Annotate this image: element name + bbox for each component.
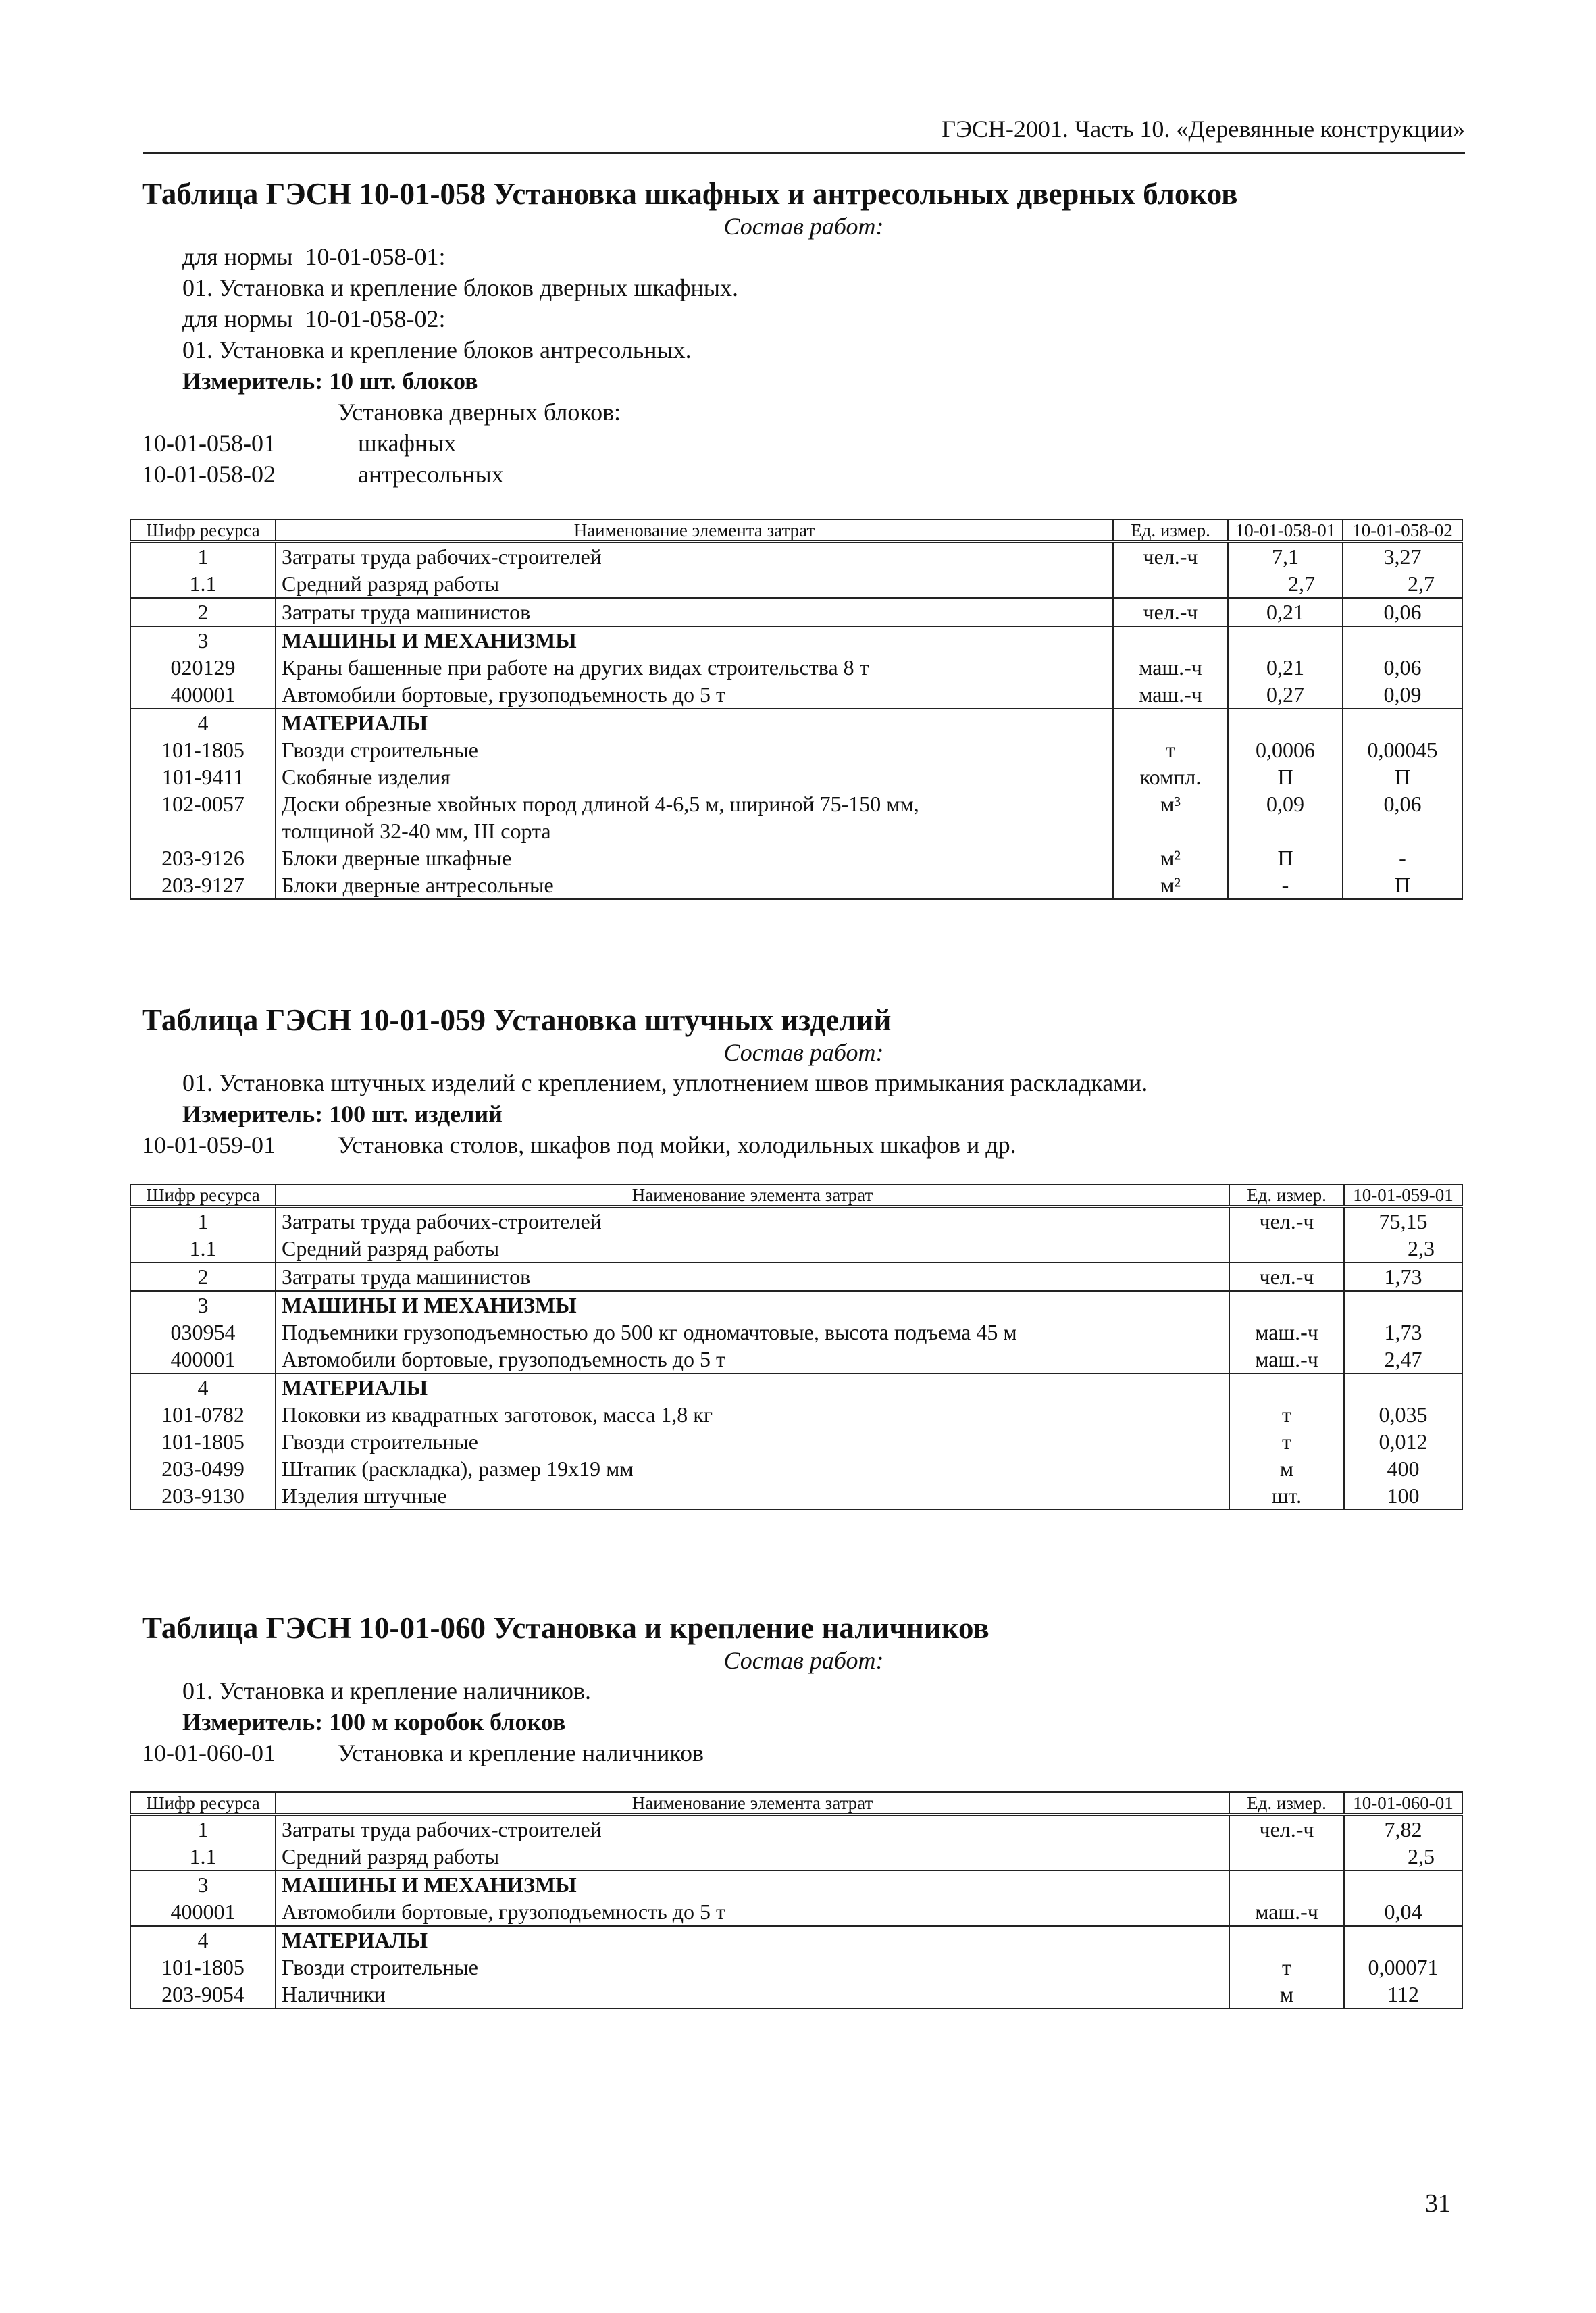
table-row — [130, 1319, 1462, 1346]
cell-unit: маш.-ч — [1229, 1898, 1344, 1926]
table-row — [130, 1871, 1462, 1898]
measure-unit: Измеритель: 100 шт. изделий — [182, 1100, 503, 1127]
norm-code: 10-01-058-02 — [142, 460, 276, 488]
cell-unit: чел.-ч — [1229, 1263, 1344, 1291]
col-header-code: Шифр ресурса — [130, 1792, 276, 1814]
cell-name: Поковки из квадратных заготовок, масса 1,8 кг — [276, 1401, 1229, 1428]
cell-value: П — [1343, 763, 1462, 790]
table-row — [130, 1263, 1462, 1291]
page-number: 31 — [1425, 2189, 1451, 2218]
col-header-norm: 10-01-058-01 — [1228, 519, 1343, 542]
table-row — [130, 1235, 1462, 1263]
cell-code: 101-9411 — [130, 763, 276, 790]
cell-unit: т — [1229, 1401, 1344, 1428]
cell-value — [1344, 1291, 1462, 1319]
table-row — [130, 626, 1462, 654]
cell-name: Затраты труда рабочих-строителей — [276, 542, 1113, 570]
table-row — [130, 790, 1462, 817]
cell-code: 101-1805 — [130, 736, 276, 763]
cell-code: 1 — [130, 1206, 276, 1235]
cell-name: Гвозди строительные — [276, 1954, 1229, 1981]
table-row — [130, 1843, 1462, 1871]
cell-value: П — [1343, 871, 1462, 899]
cell-name: Скобяные изделия — [276, 763, 1113, 790]
cell-name: Штапик (раскладка), размер 19х19 мм — [276, 1455, 1229, 1482]
col-header-unit: Ед. измер. — [1113, 519, 1228, 542]
cell-unit — [1229, 1926, 1344, 1954]
cell-name: Средний разряд работы — [276, 1843, 1229, 1871]
cell-value: 100 — [1344, 1482, 1462, 1510]
norm-row — [142, 1737, 1466, 1769]
cell-code: 3 — [130, 1291, 276, 1319]
cell-unit — [1113, 570, 1228, 598]
table-row — [130, 1373, 1462, 1401]
norm-row — [142, 1129, 1466, 1161]
cell-value: 2,5 — [1344, 1843, 1462, 1871]
cell-code: 020129 — [130, 654, 276, 681]
cell-value — [1343, 709, 1462, 736]
table-row — [130, 736, 1462, 763]
cell-unit — [1229, 1843, 1344, 1871]
cell-code: 2 — [130, 598, 276, 626]
cell-value: 0,09 — [1343, 681, 1462, 709]
section-10-01-060 — [142, 1611, 1466, 1769]
cell-name: Затраты труда машинистов — [276, 1263, 1229, 1291]
table-row — [130, 1482, 1462, 1510]
table-row — [130, 1401, 1462, 1428]
cell-unit: компл. — [1113, 763, 1228, 790]
section-title: Таблица ГЭСН 10-01-058 Установка шкафных и антресольных дверных блоков — [142, 177, 1238, 211]
col-header-unit: Ед. измер. — [1229, 1792, 1344, 1814]
cell-code: 400001 — [130, 1346, 276, 1373]
cell-name: Автомобили бортовые, грузоподъемность до 5 т — [276, 681, 1113, 709]
cell-value: 0,21 — [1228, 654, 1343, 681]
cell-name: Затраты труда машинистов — [276, 598, 1113, 626]
cell-code: 101-1805 — [130, 1428, 276, 1455]
table-row — [130, 1981, 1462, 2008]
cell-value: 3,27 — [1343, 542, 1462, 570]
composition-line: 01. Установка штучных изделий с креплением, уплотнением швов примыкания раскладками. — [182, 1069, 1148, 1096]
cell-value: 1,73 — [1344, 1319, 1462, 1346]
cell-code: 102-0057 — [130, 790, 276, 817]
cell-name: Средний разряд работы — [276, 570, 1113, 598]
cell-value — [1344, 1926, 1462, 1954]
cell-name: Подъемники грузоподъемностью до 500 кг одномачтовые, высота подъема 45 м — [276, 1319, 1229, 1346]
cell-code: 203-9054 — [130, 1981, 276, 2008]
cell-value: 2,7 — [1228, 570, 1343, 598]
cell-name: МАТЕРИАЛЫ — [276, 1373, 1229, 1401]
table-row — [130, 654, 1462, 681]
cell-value — [1228, 709, 1343, 736]
composition-line: 01. Установка и крепление наличников. — [182, 1677, 592, 1704]
col-header-name: Наименование элемента затрат — [276, 1792, 1229, 1814]
cell-code: 203-9127 — [130, 871, 276, 899]
cell-name: Автомобили бортовые, грузоподъемность до 5 т — [276, 1346, 1229, 1373]
cell-unit — [1229, 1291, 1344, 1319]
cell-empty — [1113, 817, 1228, 844]
cell-code: 3 — [130, 1871, 276, 1898]
table-row — [130, 1291, 1462, 1319]
cell-unit: т — [1113, 736, 1228, 763]
cell-name: Гвозди строительные — [276, 736, 1113, 763]
norm-row — [142, 428, 1466, 459]
cell-value: П — [1228, 844, 1343, 871]
table-row — [130, 1926, 1462, 1954]
work-composition-label: Состав работ: — [723, 1038, 884, 1066]
cell-name: Затраты труда рабочих-строителей — [276, 1206, 1229, 1235]
cell-empty — [1228, 817, 1343, 844]
col-header-norm: 10-01-058-02 — [1343, 519, 1462, 542]
cell-unit: т — [1229, 1428, 1344, 1455]
table-row — [130, 542, 1462, 570]
section-title: Таблица ГЭСН 10-01-060 Установка и крепление наличников — [142, 1611, 989, 1645]
cell-value: П — [1228, 763, 1343, 790]
cell-unit — [1229, 1235, 1344, 1263]
cell-code: 203-0499 — [130, 1455, 276, 1482]
table-row — [130, 598, 1462, 626]
norm-code: 10-01-059-01 — [142, 1131, 276, 1159]
cell-code: 400001 — [130, 681, 276, 709]
work-composition-label: Состав работ: — [723, 1646, 884, 1674]
cell-value: 400 — [1344, 1455, 1462, 1482]
norm-row — [142, 459, 1466, 490]
table-row-continuation — [130, 817, 1462, 844]
cell-name: МАТЕРИАЛЫ — [276, 709, 1113, 736]
cell-unit: чел.-ч — [1229, 1206, 1344, 1235]
cell-value: 0,06 — [1343, 790, 1462, 817]
cell-unit: маш.-ч — [1113, 654, 1228, 681]
section-10-01-058 — [142, 177, 1466, 490]
cell-value: 2,47 — [1344, 1346, 1462, 1373]
cell-code: 1.1 — [130, 570, 276, 598]
cell-unit: маш.-ч — [1113, 681, 1228, 709]
cell-code: 1 — [130, 542, 276, 570]
table-row — [130, 1455, 1462, 1482]
cell-value: 7,82 — [1344, 1814, 1462, 1843]
cell-name: Блоки дверные антресольные — [276, 871, 1113, 899]
cell-value: 2,7 — [1343, 570, 1462, 598]
cell-name: Затраты труда рабочих-строителей — [276, 1814, 1229, 1843]
cell-unit: м² — [1113, 871, 1228, 899]
table-row — [130, 844, 1462, 871]
table-row — [130, 570, 1462, 598]
cell-unit: чел.-ч — [1113, 542, 1228, 570]
resource-table-060 — [130, 1791, 1463, 2009]
cell-name: Изделия штучные — [276, 1482, 1229, 1510]
header-rule — [143, 152, 1465, 154]
cell-code: 101-1805 — [130, 1954, 276, 1981]
cell-code: 4 — [130, 1926, 276, 1954]
col-header-norm: 10-01-059-01 — [1344, 1184, 1462, 1206]
cell-name: МАТЕРИАЛЫ — [276, 1926, 1229, 1954]
cell-empty — [130, 817, 276, 844]
cell-value: 0,09 — [1228, 790, 1343, 817]
cell-value: 0,27 — [1228, 681, 1343, 709]
cell-code: 1.1 — [130, 1843, 276, 1871]
cell-code: 3 — [130, 626, 276, 654]
norm-desc: Установка и крепление наличников — [338, 1739, 704, 1766]
cell-name: МАШИНЫ И МЕХАНИЗМЫ — [276, 1291, 1229, 1319]
cell-value: - — [1343, 844, 1462, 871]
norm-code: 10-01-060-01 — [142, 1739, 276, 1766]
cell-name: толщиной 32-40 мм, III сорта — [276, 817, 1113, 844]
table-row — [130, 871, 1462, 899]
cell-value: 0,04 — [1344, 1898, 1462, 1926]
table-row — [130, 1898, 1462, 1926]
cell-unit: м — [1229, 1981, 1344, 2008]
cell-unit — [1229, 1871, 1344, 1898]
table-row — [130, 681, 1462, 709]
norm-desc: антресольных — [358, 460, 504, 488]
cell-value: 0,035 — [1344, 1401, 1462, 1428]
cell-value: 0,06 — [1343, 598, 1462, 626]
running-header: ГЭСН-2001. Часть 10. «Деревянные конструкции» — [942, 116, 1465, 143]
cell-name: Наличники — [276, 1981, 1229, 2008]
cell-value: 0,0006 — [1228, 736, 1343, 763]
cell-unit: м — [1229, 1455, 1344, 1482]
cell-value: 0,21 — [1228, 598, 1343, 626]
cell-code: 2 — [130, 1263, 276, 1291]
cell-name: Краны башенные при работе на других видах строительства 8 т — [276, 654, 1113, 681]
cell-name: МАШИНЫ И МЕХАНИЗМЫ — [276, 626, 1113, 654]
norm-desc: Установка столов, шкафов под мойки, холодильных шкафов и др. — [338, 1131, 1016, 1159]
cell-name: МАШИНЫ И МЕХАНИЗМЫ — [276, 1871, 1229, 1898]
table-row — [130, 1206, 1462, 1235]
col-header-name: Наименование элемента затрат — [276, 1184, 1229, 1206]
cell-empty — [1343, 817, 1462, 844]
table-row — [130, 1428, 1462, 1455]
cell-code: 203-9126 — [130, 844, 276, 871]
composition-line: для нормы 10-01-058-01: — [182, 243, 446, 270]
cell-code: 4 — [130, 1373, 276, 1401]
cell-value: 0,06 — [1343, 654, 1462, 681]
cell-code: 203-9130 — [130, 1482, 276, 1510]
cell-code: 1 — [130, 1814, 276, 1843]
cell-unit: шт. — [1229, 1482, 1344, 1510]
table-row — [130, 1346, 1462, 1373]
norm-desc: шкафных — [358, 429, 457, 457]
cell-unit: м² — [1113, 844, 1228, 871]
composition-line: 01. Установка и крепление блоков антресольных. — [182, 336, 692, 363]
col-header-name: Наименование элемента затрат — [276, 519, 1113, 542]
table-row — [130, 763, 1462, 790]
work-composition-label: Состав работ: — [723, 212, 884, 240]
measure-unit: Измеритель: 10 шт. блоков — [182, 367, 478, 395]
table-row — [130, 709, 1462, 736]
section-10-01-059 — [142, 1003, 1466, 1161]
cell-value: 0,012 — [1344, 1428, 1462, 1455]
cell-unit: маш.-ч — [1229, 1319, 1344, 1346]
cell-unit: м³ — [1113, 790, 1228, 817]
cell-value: 0,00045 — [1343, 736, 1462, 763]
col-header-code: Шифр ресурса — [130, 519, 276, 542]
measure-unit: Измеритель: 100 м коробок блоков — [182, 1708, 566, 1735]
section-title: Таблица ГЭСН 10-01-059 Установка штучных изделий — [142, 1003, 892, 1037]
cell-value: 75,15 — [1344, 1206, 1462, 1235]
cell-name: Средний разряд работы — [276, 1235, 1229, 1263]
cell-code: 4 — [130, 709, 276, 736]
cell-value — [1344, 1373, 1462, 1401]
cell-unit: маш.-ч — [1229, 1346, 1344, 1373]
cell-code: 030954 — [130, 1319, 276, 1346]
cell-name: Автомобили бортовые, грузоподъемность до 5 т — [276, 1898, 1229, 1926]
cell-value — [1344, 1871, 1462, 1898]
cell-name: Доски обрезные хвойных пород длиной 4-6,5 м, шириной 75-150 мм, — [276, 790, 1113, 817]
cell-code: 1.1 — [130, 1235, 276, 1263]
cell-code: 400001 — [130, 1898, 276, 1926]
cell-value: 112 — [1344, 1981, 1462, 2008]
cell-value: 2,3 — [1344, 1235, 1462, 1263]
cell-value — [1343, 626, 1462, 654]
col-header-unit: Ед. измер. — [1229, 1184, 1344, 1206]
cell-unit: чел.-ч — [1113, 598, 1228, 626]
table-row — [130, 1814, 1462, 1843]
cell-code: 101-0782 — [130, 1401, 276, 1428]
resource-table-059 — [130, 1184, 1463, 1510]
cell-unit — [1113, 709, 1228, 736]
cell-value: 7,1 — [1228, 542, 1343, 570]
cell-unit: т — [1229, 1954, 1344, 1981]
cell-value: 1,73 — [1344, 1263, 1462, 1291]
col-header-code: Шифр ресурса — [130, 1184, 276, 1206]
col-header-norm: 10-01-060-01 — [1344, 1792, 1462, 1814]
cell-name: Блоки дверные шкафные — [276, 844, 1113, 871]
cell-value: - — [1228, 871, 1343, 899]
cell-value — [1228, 626, 1343, 654]
table-row — [130, 1954, 1462, 1981]
cell-name: Гвозди строительные — [276, 1428, 1229, 1455]
cell-unit: чел.-ч — [1229, 1814, 1344, 1843]
cell-unit — [1113, 626, 1228, 654]
norm-group-label: Установка дверных блоков: — [338, 398, 621, 426]
composition-line: для нормы 10-01-058-02: — [182, 305, 446, 332]
resource-table-058 — [130, 519, 1463, 900]
composition-line: 01. Установка и крепление блоков дверных шкафных. — [182, 274, 738, 301]
cell-value: 0,00071 — [1344, 1954, 1462, 1981]
norm-code: 10-01-058-01 — [142, 429, 276, 457]
cell-unit — [1229, 1373, 1344, 1401]
